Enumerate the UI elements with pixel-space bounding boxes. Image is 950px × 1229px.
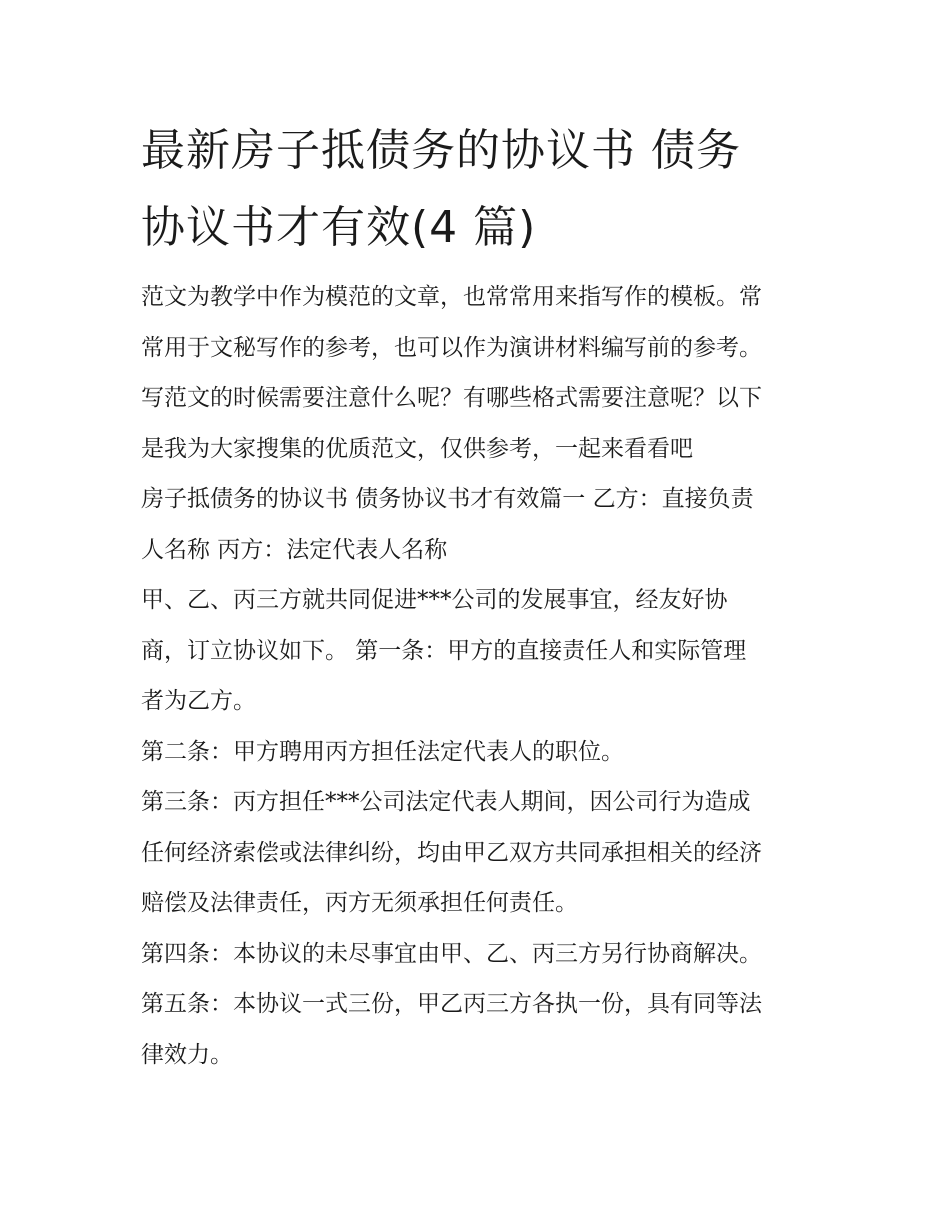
- article-4-paragraph: 第四条：本协议的未尽事宜由甲、乙、丙三方另行协商解决。: [141, 940, 762, 967]
- intro-paragraph: 范文为教学中作为模范的文章，也常常用来指写作的模板。常 常用于文秘写作的参考，也可以作为演讲材料编写前的参考。 写范文的时候需要注意什么呢？有哪些格式需要注意呢？以下 是我为大家搜集的优质范文，仅供参考，一起来看看吧: [141, 284, 762, 462]
- article-2-paragraph: 第二条：甲方聘用丙方担任法定代表人的职位。: [141, 738, 624, 765]
- document-page: [141, 112, 821, 1080]
- article-3-paragraph: 第三条：丙方担任***公司法定代表人期间，因公司行为造成 任何经济索偿或法律纠纷，均由甲乙双方共同承担相关的经济 赔偿及法律责任，丙方无须承担任何责任。: [141, 789, 762, 916]
- document-title: 最新房子抵债务的协议书 债务 协议书才有效(4 篇): [141, 125, 741, 253]
- preamble-paragraph: 甲、乙、丙三方就共同促进***公司的发展事宜，经友好协 商，订立协议如下。 第一条：甲方的直接责任人和实际管理 者为乙方。: [141, 587, 747, 714]
- agreement-header-paragraph: 房子抵债务的协议书 债务协议书才有效篇一 乙方：直接负责 人名称 丙方：法定代表人名称: [141, 486, 754, 563]
- document-body: [141, 272, 821, 1080]
- article-5-paragraph: 第五条：本协议一式三份，甲乙丙三方各执一份，具有同等法 律效力。: [141, 991, 762, 1068]
